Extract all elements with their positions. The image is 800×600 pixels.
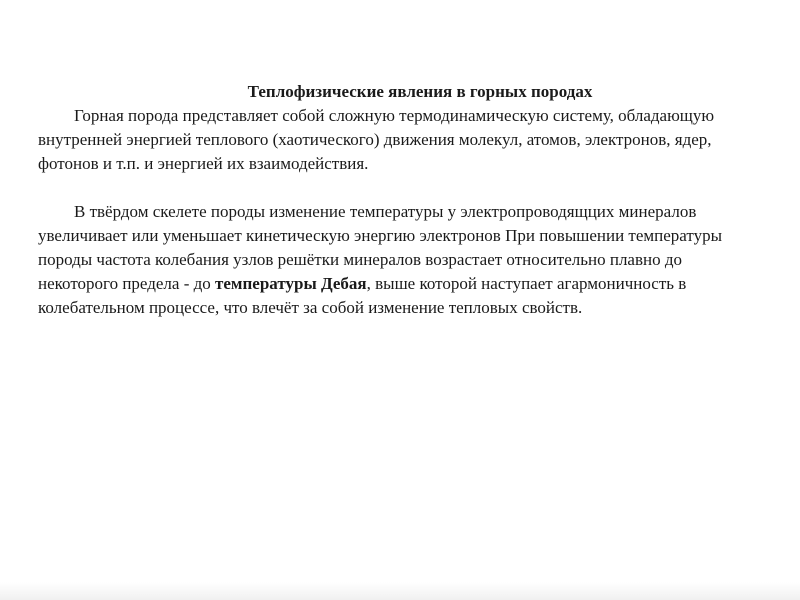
- slide-bottom-shadow: [0, 582, 800, 600]
- debye-temperature-term: температуры Дебая: [215, 274, 367, 293]
- paragraph-text-end: , выше которой наступает агармоничность в колебательном процессе, что влечёт за собой изменение тепловых свойств.: [38, 274, 687, 317]
- slide-title: Теплофизические явления в горных породах: [247, 82, 593, 101]
- paragraph-text-start: В твёрдом скелете породы изменение температуры у электропроводящцих минералов увеличивает или уменьшает кинетическую энергию электронов При повышении температуры породы частота колебания узлов решётки минералов возрастает относительно плавно до некоторого предела - до: [38, 202, 723, 293]
- slide-content: [38, 80, 758, 320]
- paragraph-debye-temperature: [38, 200, 758, 320]
- paragraph-thermodynamic-system: Горная порода представляет собой сложную термодинамическую систему, обладающую внутренней энергией теплового (хаотического) движения молекул, атомов, электронов, ядер, фотонов и т.п. и энергией их взаимодействия.: [38, 106, 715, 173]
